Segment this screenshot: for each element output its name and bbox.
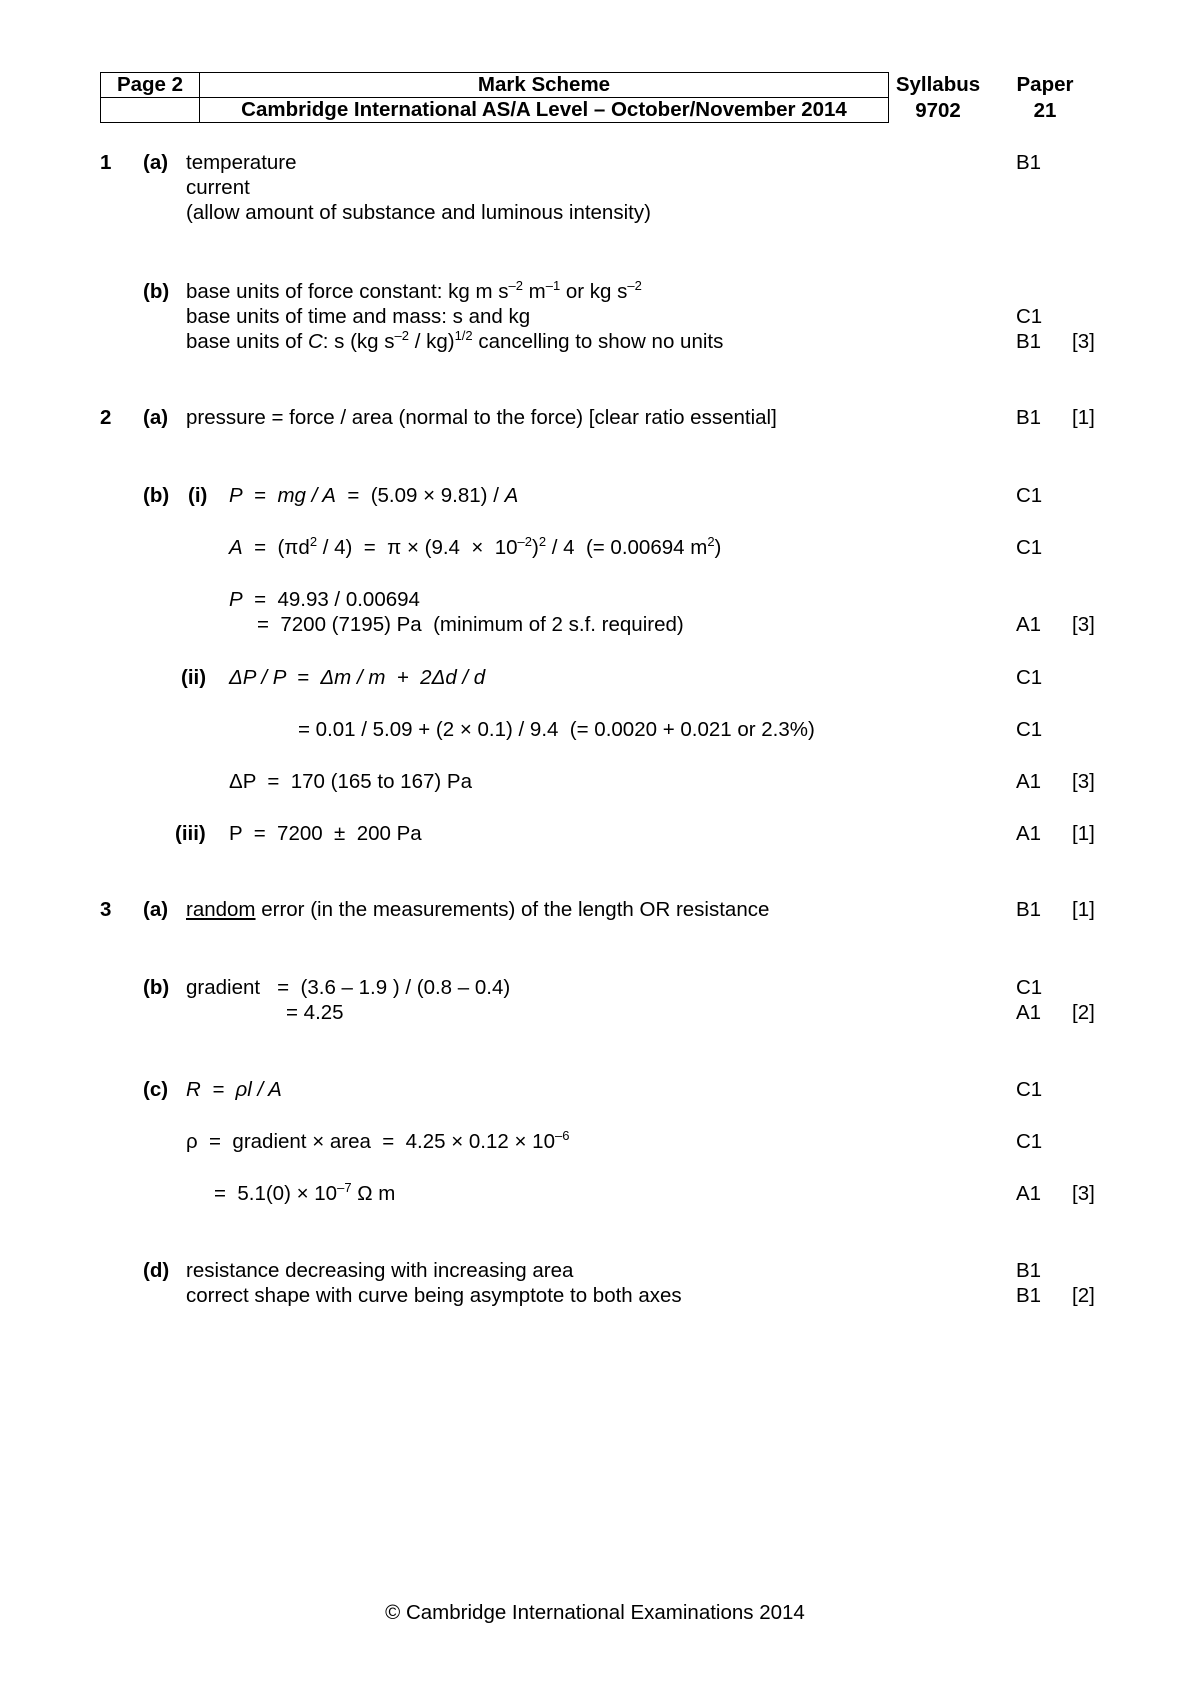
q3d-line-2: correct shape with curve being asymptote to both axes [186,1284,682,1307]
q2biii-mark: A1 [1016,822,1042,845]
text: ρ = gradient × area = 4.25 × 0.12 × 10 [186,1130,555,1153]
sup: –2 [394,328,409,344]
q1b-total: [3] [1072,330,1095,353]
q1b-line-1 [186,279,642,304]
copyright-footer: © Cambridge International Examinations 2014 [385,1601,805,1624]
sup: –7 [337,1180,352,1196]
q1a-label: (a) [143,151,169,174]
q2bii-line-1-mark: C1 [1016,666,1043,689]
q2bii-line-2: = 0.01 / 5.09 + (2 × 0.1) / 9.4 (= 0.0020 + 0.021 or 2.3%) [298,718,815,741]
text: base units of [186,330,308,353]
q2bi-line-3 [229,587,420,612]
q1a-line-1: temperature [186,151,297,174]
paper-label: Paper [1016,73,1074,96]
header-table [100,72,889,123]
q3b-line-2: = 4.25 [286,1001,344,1024]
q2bi-line-4: = 7200 (7195) Pa (minimum of 2 s.f. required) [257,613,684,636]
page-number: Page 2 [101,73,200,98]
q3c-line-2 [186,1129,569,1154]
q3c-line-3-mark: A1 [1016,1182,1042,1205]
q3a-text [186,897,769,922]
q2a-mark: B1 [1016,406,1042,429]
q2biii-label: (iii) [175,822,206,845]
q3d-label: (d) [143,1259,170,1282]
question-number-1: 1 [100,151,112,174]
q1b-line-3 [186,329,723,354]
text: : s (kg s [322,330,395,353]
sup: –1 [545,278,561,294]
q2bii-line-2-mark: C1 [1016,718,1043,741]
symbol-A: A [229,536,243,559]
q3b-line-2-mark: A1 [1016,1001,1042,1024]
empty-cell [101,98,200,123]
text: / 4 (= 0.00694 m [546,536,708,559]
q2a-total: [1] [1072,406,1095,429]
q3a-total: [1] [1072,898,1095,921]
text: / 4) = π × (9.4 × 10 [317,536,518,559]
q2a-text: pressure = force / area (normal to the force) [clear ratio essential] [186,406,777,429]
text: = [242,484,278,507]
q2bii-line-3-mark: A1 [1016,770,1042,793]
symbol-P: P [229,588,243,611]
symbol-A: A [504,484,519,507]
sup: –2 [508,278,523,294]
doc-subtitle: Cambridge International AS/A Level – October/November 2014 [200,98,889,123]
underlined-word: random [186,898,256,921]
text: ) [532,536,539,559]
q2a-label: (a) [143,406,169,429]
q1b-line-1-mid2: or kg s [560,280,628,303]
question-number-3: 3 [100,898,112,921]
text: = 49.93 / 0.00694 [242,588,420,611]
sup: –6 [554,1128,570,1144]
q2bi-label: (i) [188,484,208,507]
sup: 1/2 [454,328,473,344]
paper-value: 21 [1033,99,1057,122]
q3d-line-1: resistance decreasing with increasing area [186,1259,574,1282]
q2b-label: (b) [143,484,170,507]
q1b-line-1-mid: m [522,280,546,303]
q1b-label: (b) [143,280,170,303]
q3c-line-2-mark: C1 [1016,1130,1043,1153]
q2bi-line-1 [229,483,518,508]
q3b-line-1: gradient = (3.6 – 1.9 ) / (0.8 – 0.4) [186,976,511,999]
q3b-total: [2] [1072,1001,1095,1024]
q1b-line-1-text: base units of force constant: kg m s [186,280,509,303]
sup: 2 [538,534,547,550]
symbol-P: P [229,484,243,507]
q3c-line-3 [214,1181,395,1206]
q2bii-label: (ii) [181,666,207,689]
q1b-line-2-mark: C1 [1016,305,1043,328]
text: Ω m [351,1182,396,1205]
q1a-mark: B1 [1016,151,1042,174]
q3a-mark: B1 [1016,898,1042,921]
q2bi-total: [3] [1072,613,1095,636]
syllabus-label: Syllabus [895,73,981,96]
q3d-line-1-mark: B1 [1016,1259,1042,1282]
sup: –2 [517,534,532,550]
q1b-line-2: base units of time and mass: s and kg [186,305,531,328]
q3b-line-1-mark: C1 [1016,976,1043,999]
text: cancelling to show no units [472,330,724,353]
q1b-line-3-mark: B1 [1016,330,1042,353]
sup: –2 [627,278,642,294]
symbol-C: C [307,330,323,353]
doc-title: Mark Scheme [200,73,889,98]
q3d-line-2-mark: B1 [1016,1284,1042,1307]
sup: 2 [309,534,318,550]
q2bi-line-2-mark: C1 [1016,536,1043,559]
q3c-total: [3] [1072,1182,1095,1205]
text: error (in the measurements) of the length OR resistance [255,898,770,921]
q3b-label: (b) [143,976,170,999]
q1a-line-2: current [186,176,250,199]
q3a-label: (a) [143,898,169,921]
q2bi-line-2 [229,535,721,560]
q2bii-line-3: ΔP = 170 (165 to 167) Pa [229,770,472,793]
q2bi-line-4-mark: A1 [1016,613,1042,636]
q3c-label: (c) [143,1078,169,1101]
q3d-total: [2] [1072,1284,1095,1307]
question-number-2: 2 [100,406,112,429]
q2biii-total: [1] [1072,822,1095,845]
text: = (5.09 × 9.81) / [335,484,505,507]
text: mg / A [277,484,336,507]
syllabus-value: 9702 [915,99,961,122]
q3c-line-1: R = ρl / A [186,1078,282,1101]
text: = 5.1(0) × 10 [214,1182,338,1205]
q2bi-line-1-mark: C1 [1016,484,1043,507]
q2bii-total: [3] [1072,770,1095,793]
sup: 2 [707,534,715,550]
text: / kg) [409,330,455,353]
text: ) [714,536,722,559]
q1a-line-3: (allow amount of substance and luminous intensity) [186,201,651,224]
text: = (πd [242,536,310,559]
q3c-line-1-mark: C1 [1016,1078,1043,1101]
q2biii-text: P = 7200 ± 200 Pa [229,822,422,845]
q2bii-line-1: ΔP / P = Δm / m + 2Δd / d [229,666,486,689]
